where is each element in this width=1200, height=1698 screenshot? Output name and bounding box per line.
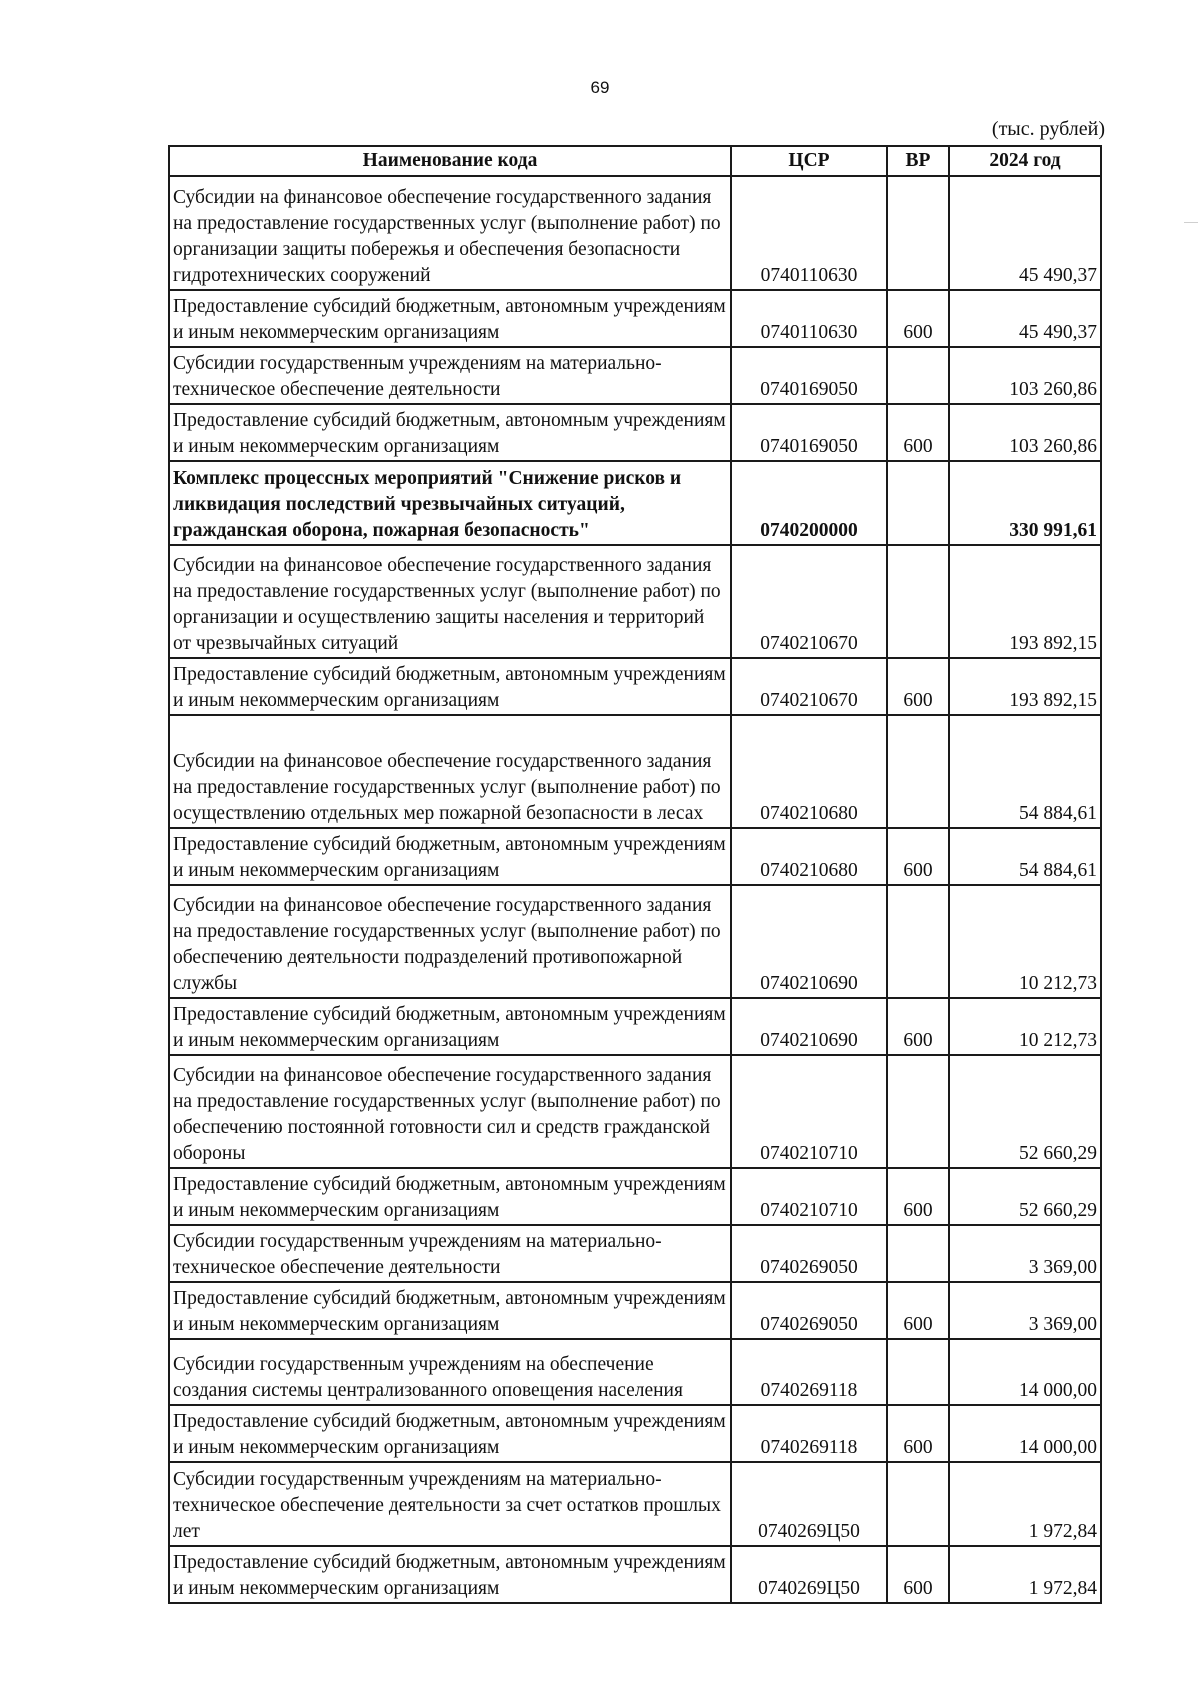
table-header-row bbox=[169, 146, 1101, 176]
row-name-cell: Предоставление субсидий бюджетным, автономным учреждениям и иным некоммерческим организациям bbox=[169, 1405, 731, 1462]
row-amount-cell: 10 212,73 bbox=[949, 885, 1101, 998]
row-csr-cell: 0740269Ц50 bbox=[731, 1462, 887, 1546]
row-csr-cell: 0740269118 bbox=[731, 1405, 887, 1462]
row-amount-cell: 1 972,84 bbox=[949, 1546, 1101, 1603]
row-name-cell: Предоставление субсидий бюджетным, автономным учреждениям и иным некоммерческим организациям bbox=[169, 1546, 731, 1603]
row-csr-cell: 0740269050 bbox=[731, 1282, 887, 1339]
row-vr-cell bbox=[887, 1225, 949, 1282]
table-row bbox=[169, 290, 1101, 347]
row-csr-cell: 0740210710 bbox=[731, 1168, 887, 1225]
row-name-cell: Субсидии государственным учреждениям на материально-техническое обеспечение деятельности bbox=[169, 347, 731, 404]
table-body bbox=[169, 176, 1101, 1603]
row-csr-cell: 0740210670 bbox=[731, 658, 887, 715]
row-vr-cell: 600 bbox=[887, 828, 949, 885]
row-name-cell: Субсидии государственным учреждениям на обеспечение создания системы централизованного оповещения населения bbox=[169, 1339, 731, 1405]
units-label: (тыс. рублей) bbox=[991, 118, 1105, 140]
row-amount-cell: 45 490,37 bbox=[949, 176, 1101, 290]
row-vr-cell bbox=[887, 461, 949, 545]
row-csr-cell: 0740210680 bbox=[731, 828, 887, 885]
table-row bbox=[169, 1462, 1101, 1546]
row-vr-cell bbox=[887, 347, 949, 404]
row-vr-cell: 600 bbox=[887, 404, 949, 461]
table-row bbox=[169, 545, 1101, 658]
row-amount-cell: 3 369,00 bbox=[949, 1282, 1101, 1339]
row-name-cell: Субсидии на финансовое обеспечение государственного задания на предоставление государственных услуг (выполнение работ) по осуществлению отдельных мер пожарной безопасности в лесах bbox=[169, 715, 731, 828]
table-row bbox=[169, 1168, 1101, 1225]
row-vr-cell: 600 bbox=[887, 1546, 949, 1603]
row-csr-cell: 0740269Ц50 bbox=[731, 1546, 887, 1603]
table-row bbox=[169, 1282, 1101, 1339]
row-vr-cell bbox=[887, 176, 949, 290]
row-amount-cell: 330 991,61 bbox=[949, 461, 1101, 545]
column-header-csr: ЦСР bbox=[731, 146, 887, 176]
row-name-cell: Предоставление субсидий бюджетным, автономным учреждениям и иным некоммерческим организациям bbox=[169, 998, 731, 1055]
table-row bbox=[169, 715, 1101, 828]
column-header-year: 2024 год bbox=[949, 146, 1101, 176]
table-row bbox=[169, 1055, 1101, 1168]
row-vr-cell: 600 bbox=[887, 1168, 949, 1225]
row-vr-cell: 600 bbox=[887, 658, 949, 715]
row-amount-cell: 1 972,84 bbox=[949, 1462, 1101, 1546]
table-row bbox=[169, 1339, 1101, 1405]
row-name-cell: Субсидии на финансовое обеспечение государственного задания на предоставление государственных услуг (выполнение работ) по организации защиты побережья и обеспечения безопасности гидротехнических сооружений bbox=[169, 176, 731, 290]
row-csr-cell: 0740269050 bbox=[731, 1225, 887, 1282]
table-row bbox=[169, 658, 1101, 715]
row-csr-cell: 0740169050 bbox=[731, 347, 887, 404]
row-vr-cell bbox=[887, 545, 949, 658]
row-amount-cell: 103 260,86 bbox=[949, 347, 1101, 404]
page-number: 69 bbox=[590, 78, 610, 97]
row-csr-cell: 0740210670 bbox=[731, 545, 887, 658]
row-name-cell: Предоставление субсидий бюджетным, автономным учреждениям и иным некоммерческим организациям bbox=[169, 404, 731, 461]
column-header-vr: ВР bbox=[887, 146, 949, 176]
row-vr-cell bbox=[887, 715, 949, 828]
row-csr-cell: 0740110630 bbox=[731, 290, 887, 347]
row-name-cell: Предоставление субсидий бюджетным, автономным учреждениям и иным некоммерческим организациям bbox=[169, 828, 731, 885]
row-name-cell: Предоставление субсидий бюджетным, автономным учреждениям и иным некоммерческим организациям bbox=[169, 290, 731, 347]
row-csr-cell: 0740210690 bbox=[731, 998, 887, 1055]
row-csr-cell: 0740110630 bbox=[731, 176, 887, 290]
table-row bbox=[169, 404, 1101, 461]
row-amount-cell: 3 369,00 bbox=[949, 1225, 1101, 1282]
row-amount-cell: 193 892,15 bbox=[949, 545, 1101, 658]
row-csr-cell: 0740210680 bbox=[731, 715, 887, 828]
row-vr-cell: 600 bbox=[887, 1282, 949, 1339]
row-name-cell: Комплекс процессных мероприятий "Снижение рисков и ликвидация последствий чрезвычайных ситуаций, гражданская оборона, пожарная безопасность" bbox=[169, 461, 731, 545]
row-amount-cell: 10 212,73 bbox=[949, 998, 1101, 1055]
row-vr-cell bbox=[887, 885, 949, 998]
table-row bbox=[169, 1405, 1101, 1462]
row-amount-cell: 14 000,00 bbox=[949, 1339, 1101, 1405]
row-vr-cell bbox=[887, 1339, 949, 1405]
row-amount-cell: 54 884,61 bbox=[949, 715, 1101, 828]
row-vr-cell: 600 bbox=[887, 290, 949, 347]
row-amount-cell: 14 000,00 bbox=[949, 1405, 1101, 1462]
row-name-cell: Предоставление субсидий бюджетным, автономным учреждениям и иным некоммерческим организациям bbox=[169, 658, 731, 715]
table-row bbox=[169, 461, 1101, 545]
row-name-cell: Субсидии на финансовое обеспечение государственного задания на предоставление государственных услуг (выполнение работ) по обеспечению постоянной готовности сил и средств гражданской обороны bbox=[169, 1055, 731, 1168]
row-vr-cell: 600 bbox=[887, 1405, 949, 1462]
table-row bbox=[169, 885, 1101, 998]
row-csr-cell: 0740210690 bbox=[731, 885, 887, 998]
row-name-cell: Субсидии государственным учреждениям на материально-техническое обеспечение деятельности bbox=[169, 1225, 731, 1282]
table-row bbox=[169, 1546, 1101, 1603]
row-amount-cell: 52 660,29 bbox=[949, 1168, 1101, 1225]
table-row bbox=[169, 828, 1101, 885]
row-name-cell: Предоставление субсидий бюджетным, автономным учреждениям и иным некоммерческим организациям bbox=[169, 1168, 731, 1225]
row-amount-cell: 52 660,29 bbox=[949, 1055, 1101, 1168]
row-csr-cell: 0740210710 bbox=[731, 1055, 887, 1168]
row-amount-cell: 103 260,86 bbox=[949, 404, 1101, 461]
scan-edge-mark bbox=[1184, 222, 1198, 223]
budget-table bbox=[168, 145, 1102, 1604]
column-header-name: Наименование кода bbox=[169, 146, 731, 176]
row-name-cell: Субсидии на финансовое обеспечение государственного задания на предоставление государственных услуг (выполнение работ) по обеспечению деятельности подразделений противопожарной службы bbox=[169, 885, 731, 998]
table-row bbox=[169, 176, 1101, 290]
row-name-cell: Предоставление субсидий бюджетным, автономным учреждениям и иным некоммерческим организациям bbox=[169, 1282, 731, 1339]
row-amount-cell: 45 490,37 bbox=[949, 290, 1101, 347]
table-row bbox=[169, 998, 1101, 1055]
table-row bbox=[169, 347, 1101, 404]
table-row bbox=[169, 1225, 1101, 1282]
row-name-cell: Субсидии государственным учреждениям на материально-техническое обеспечение деятельности за счет остатков прошлых лет bbox=[169, 1462, 731, 1546]
row-amount-cell: 193 892,15 bbox=[949, 658, 1101, 715]
row-amount-cell: 54 884,61 bbox=[949, 828, 1101, 885]
row-csr-cell: 0740269118 bbox=[731, 1339, 887, 1405]
row-csr-cell: 0740200000 bbox=[731, 461, 887, 545]
row-vr-cell bbox=[887, 1462, 949, 1546]
row-name-cell: Субсидии на финансовое обеспечение государственного задания на предоставление государственных услуг (выполнение работ) по организации и осуществлению защиты населения и территорий от чрезвычайных ситуаций bbox=[169, 545, 731, 658]
row-csr-cell: 0740169050 bbox=[731, 404, 887, 461]
row-vr-cell bbox=[887, 1055, 949, 1168]
row-vr-cell: 600 bbox=[887, 998, 949, 1055]
